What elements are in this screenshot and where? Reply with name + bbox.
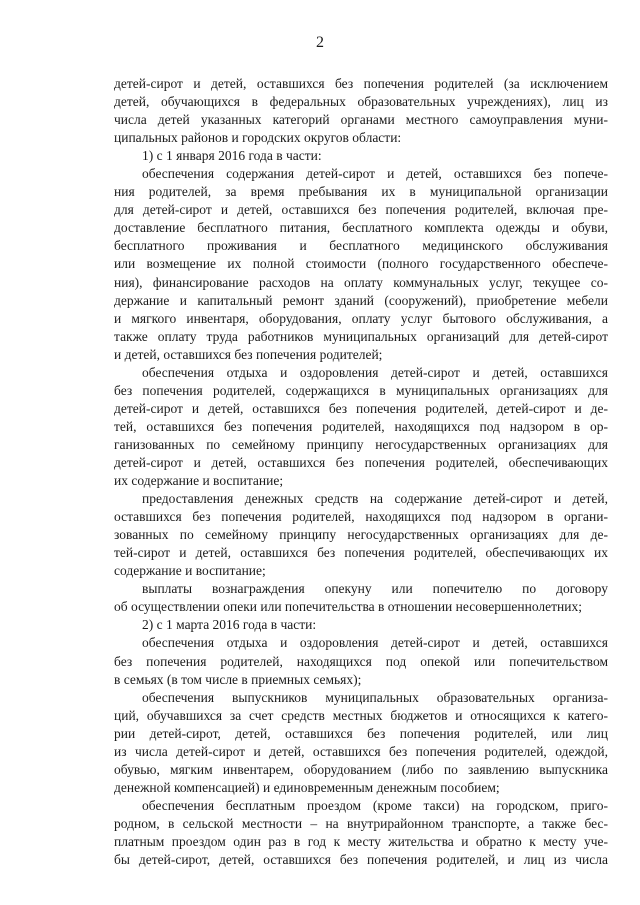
text-line: обувью, мягким инвентарем, оборудованием (либо по заявлению выпускника [114, 761, 608, 777]
text-line: обеспечения бесплатным проездом (кроме такси) на городском, приго- [142, 797, 608, 813]
text-line: из числа детей-сирот и детей, оставшихся без попечения родителей, одеждой, [114, 743, 608, 759]
text-line: рии детей-сирот, детей, оставшихся без попечения родителей, или лиц [114, 725, 608, 741]
text-line: бесплатного проживания и бесплатного медицинского обслуживания [114, 238, 608, 254]
text-line: денежной компенсацией) и единовременным денежным пособием; [114, 779, 500, 795]
text-line: оставшихся без попечения родителей, находящихся под надзором в органи- [114, 509, 608, 525]
text-line: детей-сирот и детей, оставшихся без попечения родителей, обеспечивающих [114, 454, 608, 470]
text-line: или возмещение их полной стоимости (полного государственного обеспече- [114, 256, 608, 272]
text-line: платным проездом один раз в год к месту жительства и обратно к месту уче- [114, 833, 608, 849]
text-line: доставление бесплатного питания, бесплатного комплекта одежды и обуви, [114, 220, 608, 236]
text-line: ния родителей, за время пребывания их в муниципальной организации [114, 184, 608, 200]
text-line: родном, в сельской местности – на внутрирайонном транспорте, а также бес- [114, 815, 608, 831]
text-line: ганизованных по семейному принципу негосударственных организациях для [114, 436, 608, 452]
text-line: в семьях (в том числе в приемных семьях); [114, 671, 362, 687]
text-line: тей-сирот и детей, оставшихся без попечения родителей, обеспечивающих их [114, 545, 608, 561]
page-number: 2 [316, 34, 324, 51]
text-line: 2) с 1 марта 2016 года в части: [142, 617, 317, 633]
text-line: 1) с 1 января 2016 года в части: [142, 148, 322, 164]
text-line: также оплату труда работников муниципальных организаций для детей-сирот [114, 328, 608, 344]
text-line: обеспечения отдыха и оздоровления детей-сирот и детей, оставшихся [142, 635, 608, 651]
text-line: без попечения родителей, находящихся под опекой или попечительством [114, 653, 608, 669]
text-line: обеспечения отдыха и оздоровления детей-сирот и детей, оставшихся [142, 364, 608, 380]
text-line: для детей-сирот и детей, оставшихся без попечения родителей, включая пре- [114, 202, 608, 218]
text-line: об осуществлении опеки или попечительства в отношении несовершеннолетних; [114, 599, 582, 615]
text-line: детей-сирот и детей, оставшихся без попечения родителей (за исключением [114, 76, 608, 91]
text-line: ций, обучавшихся за счет средств местных бюджетов и относящихся к катего- [114, 707, 608, 723]
text-line: детей, обучающихся в федеральных образовательных учреждениях), лиц из [114, 94, 608, 110]
text-line: держание и капитальный ремонт зданий (сооружений), приобретение мебели [114, 292, 608, 308]
text-line: и мягкого инвентаря, оборудования, оплату услуг бытового обслуживания, а [114, 310, 608, 326]
text-line: содержание и воспитание; [114, 563, 266, 579]
text-line: ципальных районов и городских округов области: [114, 130, 402, 146]
text-line: выплаты вознаграждения опекуну или попечителю по договору [142, 581, 608, 597]
text-line: обеспечения выпускников муниципальных образовательных организа- [142, 689, 608, 705]
text-line: без попечения родителей, содержащихся в муниципальных организациях для [114, 382, 608, 398]
text-line: ния), финансирование расходов на оплату коммунальных услуг, текущее со- [114, 274, 608, 290]
text-line: их содержание и воспитание; [114, 473, 284, 489]
text-line: и детей, оставшихся без попечения родителей; [114, 346, 383, 362]
text-line: бы детей-сирот, детей, оставшихся без попечения родителей, и лиц из числа [114, 852, 608, 868]
document-body [114, 75, 608, 869]
text-line: числа детей указанных категорий органами местного самоуправления муни- [114, 112, 608, 128]
text-line: детей-сирот и детей, оставшихся без попечения родителей, детей-сирот и де- [114, 400, 608, 416]
text-line: зованных по семейному принципу негосударственных организациях для де- [114, 527, 608, 543]
text-line: обеспечения содержания детей-сирот и детей, оставшихся без попече- [142, 166, 608, 182]
text-line: предоставления денежных средств на содержание детей-сирот и детей, [142, 491, 608, 507]
text-line: тей, оставшихся без попечения родителей, находящихся под надзором в ор- [114, 418, 608, 434]
